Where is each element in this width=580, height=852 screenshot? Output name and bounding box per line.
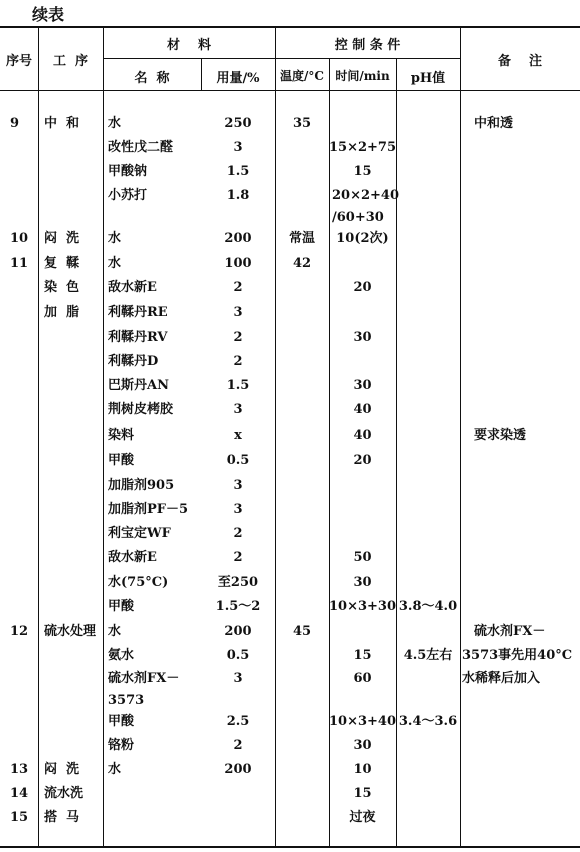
- cell-process: 搭 马: [44, 810, 80, 825]
- col-divider: [275, 27, 276, 847]
- cell-process: 闷 洗: [44, 762, 80, 777]
- table-caption: 续表: [32, 5, 65, 24]
- cell-name: 铬粉: [108, 738, 135, 753]
- cell-amount: 200: [224, 762, 252, 777]
- cell-amount: 3: [233, 402, 243, 417]
- cell-time: 60: [353, 671, 372, 686]
- cell-name: 加脂剂905: [108, 478, 175, 493]
- cell-amount: 200: [224, 624, 252, 639]
- cell-time: 30: [353, 575, 372, 590]
- cell-seq: 9: [10, 116, 20, 131]
- cell-amount: 1.5: [226, 164, 250, 179]
- cell-name: 敌水新E: [108, 280, 157, 295]
- cell-amount: 3: [233, 671, 243, 686]
- cell-seq: 12: [10, 624, 29, 639]
- cell-time: 15: [353, 648, 372, 663]
- header-ph: pH值: [410, 71, 446, 86]
- cell-time: 30: [353, 378, 372, 393]
- header-temp: 温度/°C: [280, 69, 324, 83]
- header-seq: 序号: [5, 54, 32, 69]
- cell-temp: 45: [292, 624, 312, 639]
- cell-remark: 水稀释后加入: [462, 671, 541, 686]
- cell-time: 20: [353, 453, 372, 468]
- cell-amount: 200: [224, 231, 252, 246]
- col-divider: [460, 27, 461, 847]
- cell-name: 氨水: [108, 648, 135, 663]
- header-remark: 备 注: [497, 54, 543, 69]
- cell-time: 20: [353, 280, 372, 295]
- cell-name: 改性戊二醛: [108, 140, 174, 155]
- cell-process: 流水洗: [44, 786, 84, 801]
- cell-remark: 要求染透: [474, 428, 527, 443]
- cell-time: 15×2+75: [329, 140, 397, 155]
- cell-ph: 4.5左右: [403, 648, 453, 663]
- cell-process: 闷 洗: [44, 231, 80, 246]
- cell-ph: 3.8～4.0: [398, 599, 458, 614]
- cell-name: 水: [108, 116, 122, 131]
- cell-name: 甲酸: [108, 453, 135, 468]
- cell-amount: 3: [233, 502, 243, 517]
- cell-name: 荆树皮栲胶: [108, 402, 174, 417]
- cell-temp: 42: [292, 256, 312, 271]
- cell-name: 敌水新E: [108, 550, 157, 565]
- cell-amount: 2: [233, 354, 243, 369]
- cell-name: 加脂剂PF－5: [108, 502, 189, 517]
- cell-name: 利宝定WF: [108, 526, 171, 541]
- cell-ph: 3.4～3.6: [398, 714, 458, 729]
- cell-name2: 3573: [108, 693, 145, 708]
- cell-amount: 1.8: [226, 188, 250, 203]
- cell-remark: 中和透: [474, 116, 514, 131]
- cell-temp: 常温: [288, 231, 315, 246]
- cell-time2: /60+30: [332, 210, 384, 225]
- cell-process: 硫水处理: [44, 624, 97, 639]
- cell-amount: 0.5: [226, 648, 250, 663]
- cell-amount: 0.5: [226, 453, 250, 468]
- cell-name: 水: [108, 231, 122, 246]
- cell-amount: 3: [233, 478, 243, 493]
- cell-amount: 1.5: [226, 378, 250, 393]
- header-time: 时间/min: [335, 69, 390, 83]
- header-name: 名 称: [134, 71, 170, 86]
- cell-temp: 35: [292, 116, 312, 131]
- cell-time: 10: [353, 762, 372, 777]
- cell-time: 过夜: [349, 810, 376, 825]
- cell-amount: 至250: [217, 575, 259, 590]
- cell-name: 利鞣丹RE: [108, 305, 168, 320]
- cell-amount: x: [234, 428, 242, 443]
- cell-seq: 13: [10, 762, 29, 777]
- cell-amount: 1.5～2: [215, 599, 261, 614]
- cell-time: 40: [353, 402, 372, 417]
- cell-name: 巴斯丹AN: [108, 378, 169, 393]
- cell-name: 甲酸: [108, 599, 135, 614]
- col-divider: [103, 27, 104, 847]
- cell-name: 硫水剂FX－: [108, 671, 180, 686]
- cell-time: 15: [353, 164, 372, 179]
- cell-seq: 11: [10, 256, 29, 271]
- cell-name: 甲酸: [108, 714, 135, 729]
- cell-time: 10×3+40: [329, 714, 397, 729]
- bottom-rule: [0, 846, 580, 848]
- cell-seq: 10: [10, 231, 29, 246]
- cell-amount: 2: [233, 738, 243, 753]
- cell-process: 染 色: [44, 280, 80, 295]
- cell-amount: 2: [233, 280, 243, 295]
- cell-amount: 3: [233, 305, 243, 320]
- cell-process: 加 脂: [44, 305, 80, 320]
- cell-seq: 14: [10, 786, 29, 801]
- header-control: 控 制 条 件: [334, 38, 401, 53]
- cell-name: 水: [108, 762, 122, 777]
- header-amount: 用量/%: [216, 71, 260, 86]
- cell-name: 水: [108, 256, 122, 271]
- cell-amount: 2.5: [226, 714, 250, 729]
- cell-name: 利鞣丹RV: [108, 330, 168, 345]
- cell-process: 复 鞣: [44, 256, 80, 271]
- cell-name: 水: [108, 624, 122, 639]
- header-process: 工 序: [52, 54, 89, 69]
- cell-amount: 100: [224, 256, 252, 271]
- cell-time: 10×3+30: [329, 599, 397, 614]
- header-bottom-rule: [0, 90, 580, 91]
- cell-amount: 2: [233, 526, 243, 541]
- cell-remark: 硫水剂FX－: [474, 624, 546, 639]
- cell-time: 20×2+40: [332, 188, 400, 203]
- header-mid-rule: [103, 58, 460, 59]
- top-rule: [0, 26, 580, 28]
- cell-amount: 250: [224, 116, 252, 131]
- cell-time: 15: [353, 786, 372, 801]
- cell-time: 40: [353, 428, 372, 443]
- cell-seq: 15: [10, 810, 29, 825]
- cell-name: 水(75°C): [108, 575, 169, 590]
- col-divider: [38, 27, 39, 847]
- cell-remark: 3573事先用40°C: [462, 648, 573, 663]
- cell-amount: 3: [233, 140, 243, 155]
- cell-name: 利鞣丹D: [108, 354, 159, 369]
- cell-time: 30: [353, 738, 372, 753]
- cell-time: 30: [353, 330, 372, 345]
- cell-process: 中 和: [44, 116, 80, 131]
- cell-name: 甲酸钠: [108, 164, 148, 179]
- cell-name: 染料: [108, 428, 135, 443]
- header-material: 材 料: [166, 38, 212, 53]
- cell-time: 50: [353, 550, 372, 565]
- cell-time: 10(2次): [336, 231, 389, 246]
- cell-amount: 2: [233, 550, 243, 565]
- cell-amount: 2: [233, 330, 243, 345]
- cell-name: 小苏打: [108, 188, 148, 203]
